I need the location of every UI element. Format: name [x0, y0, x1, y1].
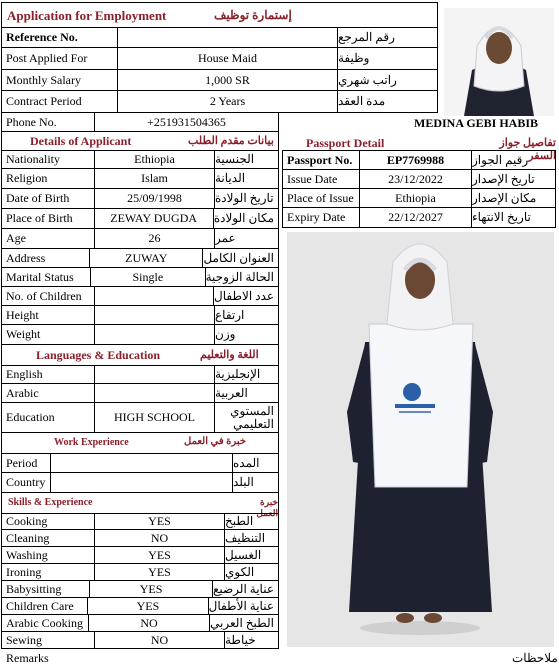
language-row-arabic	[1, 384, 279, 403]
skill-row-arabic-cooking	[1, 615, 279, 632]
skills-section-title-ar: خبرة العمل	[256, 497, 278, 518]
field-label: Cooking	[6, 514, 48, 528]
field-label: Marital Status	[6, 269, 74, 284]
field-label-ar: العنوان الكامل	[202, 249, 278, 267]
passport-row-expiry	[282, 208, 556, 228]
field-label-ar: التنظيف	[224, 530, 278, 546]
field-value: YES	[94, 547, 224, 563]
field-label: Religion	[6, 171, 48, 185]
field-label: Period	[6, 455, 38, 470]
field-label: Address	[6, 250, 46, 265]
education-row	[1, 403, 279, 433]
field-value: EP7769988	[359, 151, 471, 169]
field-phone	[1, 113, 279, 132]
field-value	[94, 366, 214, 383]
field-label-ar: الكوي	[224, 564, 278, 580]
field-value: Ethiopia	[94, 151, 214, 168]
applicant-section-title-ar: بيانات مقدم الطلب	[188, 135, 274, 147]
field-label: Date of Birth	[6, 191, 70, 205]
field-value: NO	[88, 615, 209, 631]
field-value	[94, 287, 213, 305]
field-value: YES	[94, 564, 224, 580]
remarks-label: Remarks	[6, 651, 49, 665]
applicant-section-title-en: Details of Applicant	[30, 134, 132, 148]
field-label-ar: البلد	[232, 473, 278, 492]
applicant-row-nationality	[1, 150, 279, 169]
field-value	[94, 325, 214, 344]
applicant-portrait-photo	[444, 8, 554, 116]
field-value: 23/12/2022	[359, 170, 471, 188]
field-label: Post Applied For	[6, 51, 88, 65]
applicant-row-weight	[1, 325, 279, 345]
field-label: Reference No.	[6, 30, 78, 44]
field-label: Ironing	[6, 564, 42, 579]
field-label: Issue Date	[287, 171, 338, 186]
field-label-ar: العربية	[214, 384, 278, 402]
skill-row-children-care	[1, 598, 279, 615]
passport-section-title-ar: تفاصيل جواز السفر	[499, 137, 556, 162]
field-label: Weight	[6, 327, 41, 341]
field-label: Passport No.	[287, 152, 353, 167]
field-label-ar: عدد الاطفال	[213, 287, 278, 305]
applicant-row-marital	[1, 268, 279, 287]
languages-section-title-ar: اللغة والتعليم	[200, 349, 259, 361]
field-label-ar: التعليمي	[233, 416, 274, 431]
field-value: Ethiopia	[359, 189, 471, 207]
field-label-ar: الجنسية	[214, 151, 278, 168]
field-label-ar: رقم المرجع	[337, 28, 437, 47]
remarks-label-ar: ملاحظات	[512, 651, 558, 665]
field-value	[50, 454, 232, 472]
skills-section-header	[1, 493, 279, 518]
field-label-ar: الطبخ	[224, 514, 278, 529]
applicant-name: MEDINA GEBI HABIB	[414, 116, 539, 130]
applicant-row-dob	[1, 189, 279, 209]
field-label-ar: عناية الرضيع	[212, 581, 278, 597]
field-contract-period	[1, 91, 438, 113]
skill-row-babysitting	[1, 581, 279, 598]
work-row-country	[1, 473, 279, 493]
applicant-row-religion	[1, 169, 279, 189]
field-value: NO	[94, 530, 224, 546]
field-label-ar: الحالة الزوجية	[205, 268, 278, 286]
field-label-ar: مكان الولادة	[213, 209, 278, 228]
field-value: 26	[94, 229, 214, 248]
languages-section-title-en: Languages & Education	[36, 348, 161, 362]
applicant-full-body-photo	[287, 232, 554, 647]
field-value: YES	[94, 514, 224, 529]
skill-row-cleaning	[1, 530, 279, 547]
field-monthly-salary	[1, 70, 438, 91]
field-label-ar: راتب شهري	[337, 70, 437, 90]
field-label-ar: ارتفاع	[214, 306, 278, 324]
field-label-ar: وظيفة	[337, 48, 437, 69]
passport-section-title-en: Passport Detail	[306, 136, 385, 150]
field-value	[94, 384, 214, 402]
field-label: Phone No.	[6, 114, 57, 129]
skill-row-sewing	[1, 632, 279, 649]
field-label-ar: خياطة	[224, 632, 278, 648]
field-value	[94, 306, 214, 324]
field-value: HIGH SCHOOL	[94, 403, 214, 432]
skills-section-title-en: Skills & Experience	[8, 497, 93, 508]
field-label-ar: تاريخ الولادة	[214, 189, 278, 208]
field-label-ar: الديانة	[214, 169, 278, 188]
field-label-ar: وزن	[214, 325, 278, 344]
form-title-ar: إستمارة توظيف	[214, 8, 292, 22]
work-section-header	[1, 433, 279, 453]
field-value: YES	[89, 581, 212, 597]
field-value: YES	[87, 598, 207, 614]
field-value	[50, 473, 232, 492]
field-label: Education	[6, 410, 55, 424]
form-header	[1, 2, 438, 27]
language-row-english	[1, 365, 279, 384]
field-label: Arabic	[6, 385, 39, 400]
field-label: Age	[6, 231, 26, 245]
field-label: Babysitting	[6, 581, 62, 596]
field-label-ar: الغسيل	[224, 547, 278, 563]
field-value	[117, 28, 337, 47]
field-label-ar: الإنجليزية	[214, 366, 278, 383]
field-value: +251931504365	[94, 113, 278, 131]
applicant-row-height	[1, 306, 279, 325]
field-label: Children Care	[6, 598, 74, 613]
skill-row-ironing	[1, 564, 279, 581]
applicant-row-children	[1, 287, 279, 306]
field-value: ZEWAY DUGDA	[94, 209, 213, 228]
field-label-ar: تاريخ الانتهاء	[471, 208, 555, 227]
work-section-title-en: Work Experience	[54, 437, 129, 448]
work-section-title-ar: خبرة في العمل	[184, 436, 247, 447]
applicant-row-address	[1, 249, 279, 268]
field-label-ar: الطبخ العربي	[209, 615, 278, 631]
work-row-period	[1, 453, 279, 473]
field-label: Nationality	[6, 152, 60, 166]
passport-row-place	[282, 189, 556, 208]
field-label-ar: المستوي	[230, 403, 274, 418]
field-value: 1,000 SR	[117, 70, 337, 90]
field-label-ar: رقيم الجواز	[471, 151, 555, 169]
field-value: 25/09/1998	[94, 189, 214, 208]
languages-section-header	[1, 345, 279, 365]
field-label-ar: المده	[232, 454, 278, 472]
passport-row-number	[282, 150, 556, 170]
field-value: House Maid	[117, 48, 337, 69]
field-value: Islam	[94, 169, 214, 188]
field-label-ar: مدة العقد	[337, 91, 437, 112]
field-label: Place of Issue	[287, 190, 354, 205]
field-value: 22/12/2027	[359, 208, 471, 227]
field-value: ZUWAY	[89, 249, 202, 267]
field-label: English	[6, 367, 43, 381]
field-label: No. of Children	[6, 288, 82, 303]
field-value: 2 Years	[117, 91, 337, 112]
field-reference-no	[1, 27, 438, 48]
field-label: Expiry Date	[287, 210, 346, 224]
field-value: Single	[90, 268, 205, 286]
applicant-section-header	[1, 132, 279, 150]
skill-row-washing	[1, 547, 279, 564]
form-title-en: Application for Employment	[7, 8, 167, 23]
field-value: NO	[94, 632, 224, 648]
field-label: Height	[6, 307, 39, 322]
field-label: Contract Period	[6, 94, 82, 108]
skill-row-cooking	[1, 513, 279, 530]
field-label: Cleaning	[6, 530, 50, 545]
field-label-ar: تاريخ الإصدار	[471, 170, 555, 188]
applicant-row-age	[1, 229, 279, 249]
field-label-ar: مكان الإصدار	[471, 189, 555, 207]
passport-row-issue-date	[282, 170, 556, 189]
field-label: Place of Birth	[6, 211, 73, 225]
field-label-ar: عمر	[214, 229, 278, 248]
field-label: Arabic Cooking	[6, 615, 83, 630]
field-label: Monthly Salary	[6, 72, 81, 87]
field-label-ar: عناية الأطفال	[208, 598, 278, 614]
field-label: Washing	[6, 547, 48, 562]
field-label: Country	[6, 475, 46, 489]
applicant-row-pob	[1, 209, 279, 229]
field-label: Sewing	[6, 632, 42, 647]
field-post-applied	[1, 48, 438, 70]
